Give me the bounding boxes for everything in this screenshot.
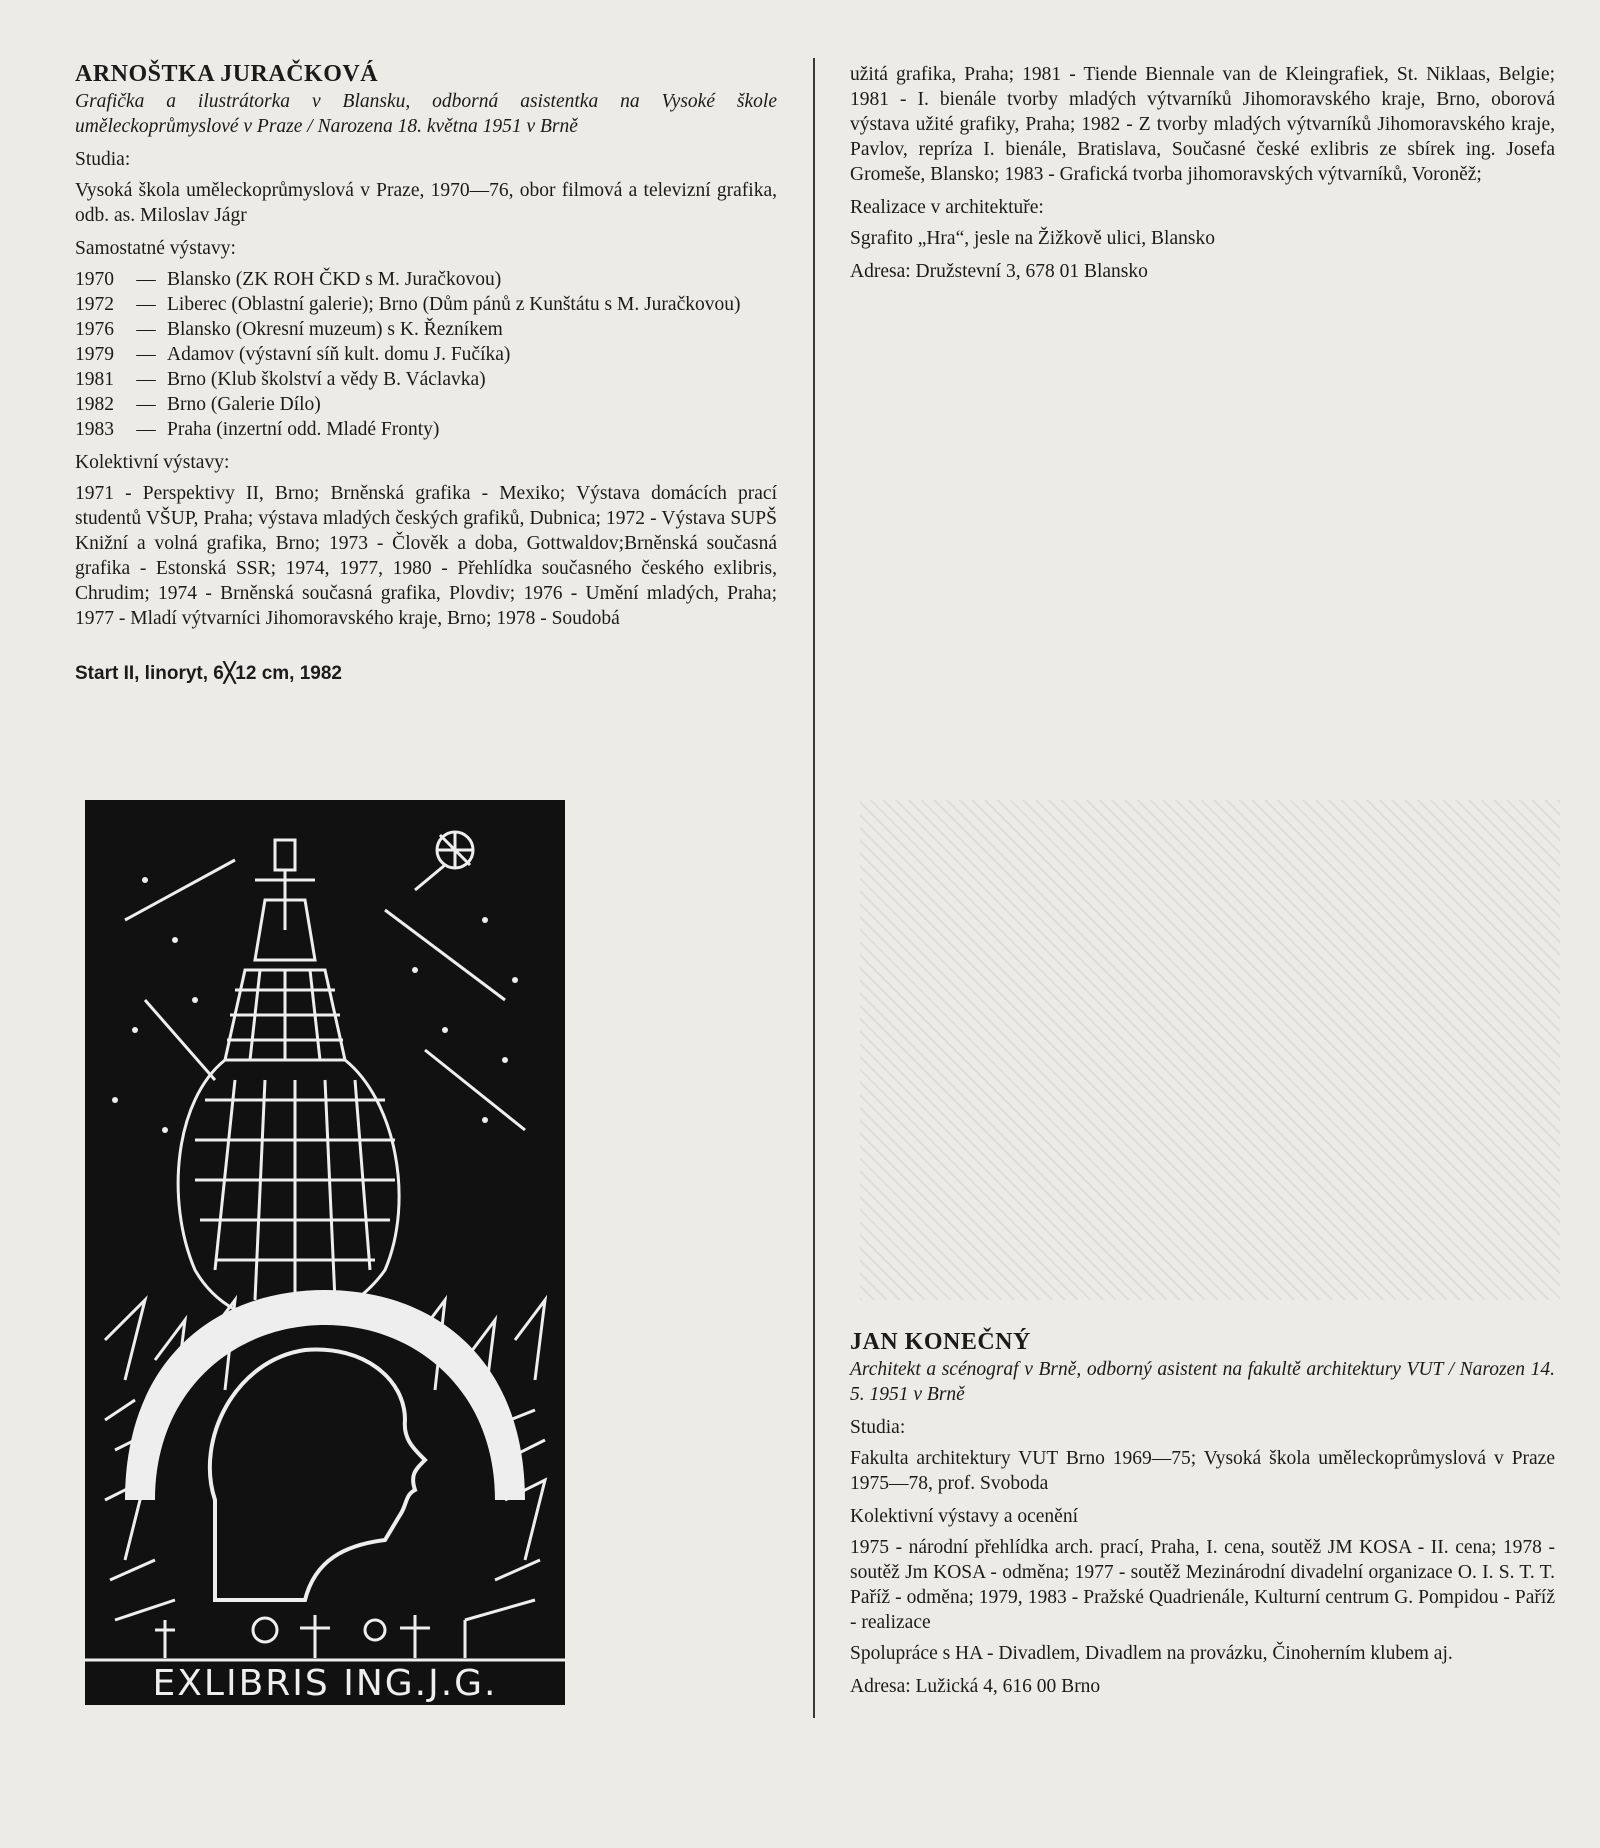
exhibition-row: 1982 — Brno (Galerie Dílo): [75, 392, 777, 417]
show-through-image: [860, 800, 1560, 1300]
realizace-text: Sgrafito „Hra“, jesle na Žižkově ulici, Blansko: [850, 228, 1215, 249]
kolektivni-text: 1971 - Perspektivy II, Brno; Brněnská grafika - Mexiko; Výstava domácích prací studentů VŠUP, Praha; výstava mladých českých grafiků, Dubnica; 1972 - Výstava SUPŠ Knižní a volná grafika, Brno; 1973 - Člověk a doba, Gottwaldov;Brněnská současná grafika - Estonská SSR; 1974, 1977, 1980 - Přehlídka současného českého exlibris, Chrudim; 1974 - Brněnská současná grafika, Plovdiv; 1976 - Umění mladých, Praha; 1977 - Mladí výtvarníci Jihomoravského kraje, Brno; 1978 - Soudobá: [75, 483, 777, 629]
right-column: [850, 62, 1555, 290]
address: Adresa: Družstevní 3, 678 01 Blansko: [850, 261, 1148, 282]
exhibition-row: 1970 — Blansko (ZK ROH ČKD s M. Juračkovou): [75, 267, 777, 292]
exhibition-text: Blansko (Okresní muzeum) s K. Řezníkem: [167, 319, 503, 340]
exhibition-row: 1979 — Adamov (výstavní síň kult. domu J. Fučíka): [75, 342, 777, 367]
exhibition-row: 1976 — Blansko (Okresní muzeum) s K. Řezníkem: [75, 317, 777, 342]
kolektivni-label: Kolektivní výstavy:: [75, 452, 230, 473]
exhibition-year: 1972: [75, 294, 114, 315]
realizace-label: Realizace v architektuře:: [850, 197, 1044, 218]
artist-name: ARNOŠTKA JURAČKOVÁ: [75, 61, 379, 87]
exhibition-year: 1981: [75, 369, 114, 390]
exhibition-year: 1982: [75, 394, 114, 415]
second-artist-section: [850, 1330, 1555, 1705]
exhibition-year: 1970: [75, 269, 114, 290]
exhibition-text: Brno (Galerie Dílo): [167, 394, 321, 415]
address: Adresa: Lužická 4, 616 00 Brno: [850, 1676, 1101, 1697]
exhibition-text: Brno (Klub školství a vědy B. Václavka): [167, 369, 486, 390]
artist-name: JAN KONEČNÝ: [850, 1329, 1031, 1355]
exlibris-text: EXLIBRIS ING.J.G.: [152, 1663, 498, 1704]
exhibition-row: 1983 — Praha (inzertní odd. Mladé Fronty): [75, 417, 777, 442]
studia-label: Studia:: [75, 149, 131, 170]
kolektivni-text: 1975 - národní přehlídka arch. prací, Praha, I. cena, soutěž JM KOSA - II. cena; 1978 - soutěž Jm KOSA - odměna; 1977 - soutěž Mezinárodní divadelní organizace O. I. S. T. T. Paříž - odměna; 1979, 1983 - Pražské Quadrienále, Kulturní centrum G. Pompidou - Paříž - realizace: [850, 1537, 1555, 1633]
exhibition-text: Adamov (výstavní síň kult. domu J. Fučíka): [167, 344, 511, 365]
samostatne-label: Samostatné výstavy:: [75, 238, 236, 259]
kolektivni-continued: užitá grafika, Praha; 1981 - Tiende Biennale van de Kleingrafiek, St. Niklaas, Belgie; 1981 - I. bienále tvorby mladých výtvarníků Jihomoravského kraje, Brno, oborová výstava užité grafiky, Praha; 1982 - Z tvorby mladých výtvarníků Jihomoravského kraje, Pavlov, repríza I. bienále, Bratislava, Současné české exlibris ze sbírek ing. Josefa Gromeše, Blansko; 1983 - Grafická tvorba jihomoravských výtvarníků, Voroněž;: [850, 64, 1555, 185]
exhibition-year: 1983: [75, 419, 114, 440]
left-column: [75, 62, 777, 686]
column-divider: [813, 58, 815, 1718]
exhibition-text: Praha (inzertní odd. Mladé Fronty): [167, 419, 440, 440]
studia-text: Vysoká škola uměleckoprůmyslová v Praze, 1970—76, obor filmová a televizní grafika, odb. as. Miloslav Jágr: [75, 180, 777, 226]
exhibition-year: 1979: [75, 344, 114, 365]
exhibition-text: Liberec (Oblastní galerie); Brno (Dům pánů z Kunštátu s M. Juračkovou): [167, 294, 741, 315]
studia-text: Fakulta architektury VUT Brno 1969—75; Vysoká škola uměleckoprůmyslová v Praze 1975—78, prof. Svoboda: [850, 1448, 1555, 1494]
kolektivni-label: Kolektivní výstavy a ocenění: [850, 1506, 1078, 1527]
artwork-caption: Start II, linoryt, 6╳12 cm, 1982: [75, 663, 343, 684]
exhibition-year: 1976: [75, 319, 114, 340]
exlibris-artwork-image: [85, 800, 565, 1705]
exhibition-row: 1972 — Liberec (Oblastní galerie); Brno (Dům pánů z Kunštátu s M. Juračkovou): [75, 292, 777, 317]
exhibition-row: 1981 — Brno (Klub školství a vědy B. Václavka): [75, 367, 777, 392]
artist-description: Grafička a ilustrátorka v Blansku, odborná asistentka na Vysoké škole uměleckoprůmyslové v Praze / Narozena 18. května 1951 v Brně: [75, 91, 777, 137]
cooperation-text: Spolupráce s HA - Divadlem, Divadlem na provázku, Činoherním klubem aj.: [850, 1643, 1453, 1664]
samostatne-list: [75, 267, 777, 442]
artist-description: Architekt a scénograf v Brně, odborný asistent na fakultě architektury VUT / Narozen 14. 5. 1951 v Brně: [850, 1359, 1555, 1405]
exhibition-text: Blansko (ZK ROH ČKD s M. Juračkovou): [167, 269, 502, 290]
studia-label: Studia:: [850, 1417, 906, 1438]
